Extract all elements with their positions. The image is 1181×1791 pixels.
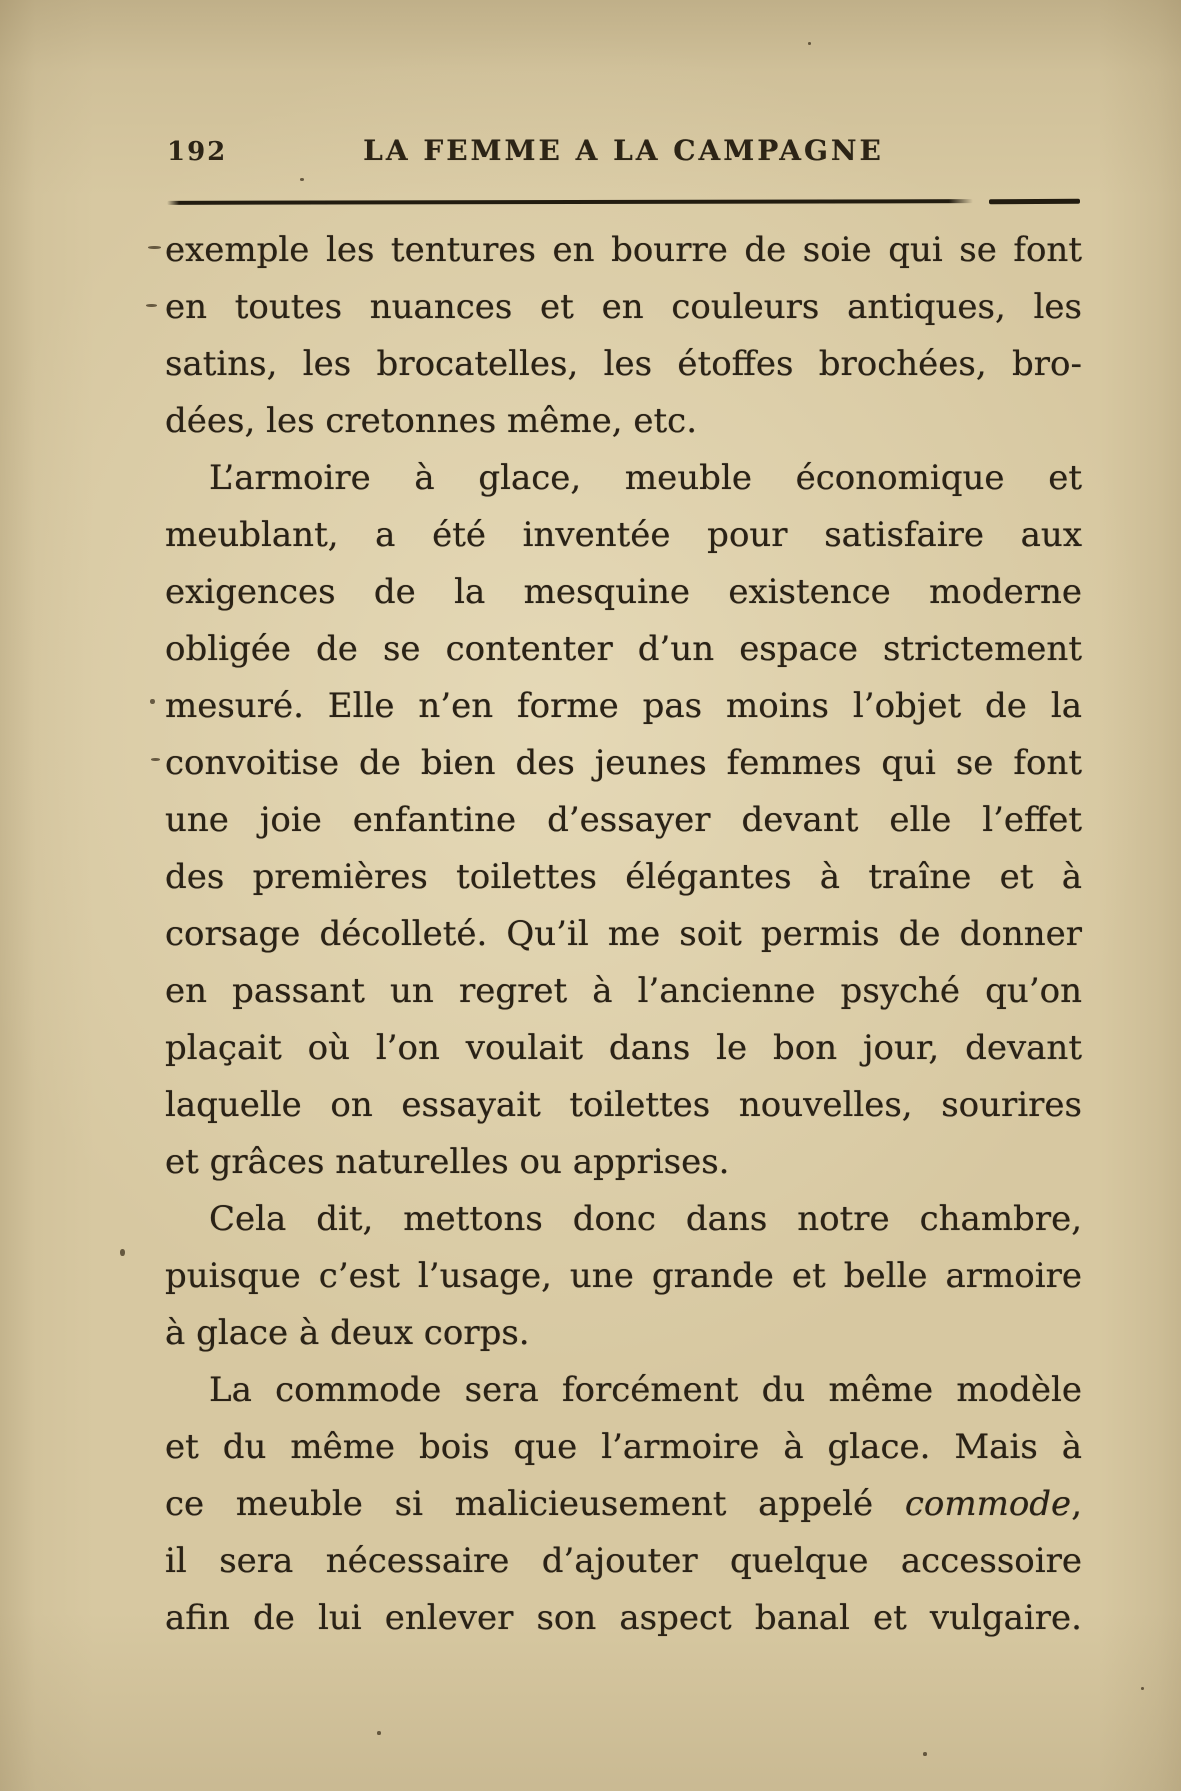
ink-speck	[151, 758, 160, 761]
header-rule	[167, 197, 1080, 205]
text-segment: corsage décolleté. Qu’il me soit permis de donner	[165, 914, 1082, 954]
page-header	[165, 134, 1082, 174]
ink-speck	[150, 699, 155, 704]
page-body-text	[165, 222, 1082, 1647]
text-segment: La commode sera forcément du même modèle	[209, 1370, 1082, 1410]
text-segment: obligée de se contenter d’un espace strictement	[165, 629, 1082, 669]
italic-text-segment: commode	[904, 1484, 1072, 1524]
text-line	[165, 279, 1082, 336]
text-line	[165, 678, 1082, 735]
header-rule-main-segment	[167, 199, 973, 204]
text-line	[165, 1077, 1082, 1134]
text-segment: puisque c’est l’usage, une grande et belle armoire	[165, 1256, 1082, 1296]
text-line	[165, 1419, 1082, 1476]
text-segment: ce meuble si malicieusement appelé	[165, 1484, 905, 1524]
text-line	[165, 849, 1082, 906]
text-line	[165, 1590, 1082, 1647]
ink-speck	[808, 42, 811, 45]
text-line	[165, 1020, 1082, 1077]
ink-speck	[120, 1249, 125, 1256]
text-segment: il sera nécessaire d’ajouter quelque accessoire	[165, 1541, 1082, 1581]
ink-speck	[148, 246, 161, 249]
text-segment: mesuré. Elle n’en forme pas moins l’objet de la	[165, 686, 1082, 726]
text-line	[165, 507, 1082, 564]
text-line	[165, 222, 1082, 279]
text-segment: et du même bois que l’armoire à glace. Mais à	[165, 1427, 1082, 1467]
text-line	[165, 1533, 1082, 1590]
text-line	[165, 1305, 1082, 1362]
text-line	[165, 1191, 1082, 1248]
text-segment: Cela dit, mettons donc dans notre chambre,	[209, 1199, 1082, 1239]
ink-speck	[146, 304, 157, 307]
text-line	[165, 450, 1082, 507]
text-line	[165, 621, 1082, 678]
text-segment: meublant, a été inventée pour satisfaire aux	[165, 515, 1082, 555]
text-line	[165, 1362, 1082, 1419]
header-rule-end-segment	[989, 199, 1080, 204]
text-segment: ,	[1071, 1484, 1082, 1524]
text-segment: à glace à deux corps.	[165, 1313, 530, 1353]
text-segment: exigences de la mesquine existence moderne	[165, 572, 1082, 612]
ink-speck	[923, 1752, 927, 1756]
text-segment: en passant un regret à l’ancienne psyché qu’on	[165, 971, 1082, 1011]
page-number: 192	[167, 137, 228, 167]
text-line	[165, 735, 1082, 792]
text-segment: exemple les tentures en bourre de soie qui se font	[165, 230, 1082, 270]
ink-speck	[300, 178, 304, 181]
text-line	[165, 1134, 1082, 1191]
text-segment: laquelle on essayait toilettes nouvelles, sourires	[165, 1085, 1082, 1125]
text-segment: convoitise de bien des jeunes femmes qui se font	[165, 743, 1082, 783]
text-line	[165, 1248, 1082, 1305]
text-line	[165, 906, 1082, 963]
text-segment: une joie enfantine d’essayer devant elle l’effet	[165, 800, 1082, 840]
text-segment: L’armoire à glace, meuble économique et	[209, 458, 1082, 498]
text-segment: dées, les cretonnes même, etc.	[165, 401, 698, 441]
running-title: LA FEMME A LA CAMPAGNE	[363, 134, 884, 167]
text-line	[165, 963, 1082, 1020]
ink-speck	[377, 1731, 381, 1735]
text-line	[165, 792, 1082, 849]
text-segment: et grâces naturelles ou apprises.	[165, 1142, 730, 1182]
text-line	[165, 393, 1082, 450]
text-segment: en toutes nuances et en couleurs antiques, les	[165, 287, 1082, 327]
ink-speck	[1141, 1687, 1144, 1690]
text-line	[165, 1476, 1082, 1533]
text-segment: satins, les brocatelles, les étoffes brochées, bro-	[165, 344, 1082, 384]
text-line	[165, 336, 1082, 393]
text-segment: des premières toilettes élégantes à traîne et à	[165, 857, 1082, 897]
text-line	[165, 564, 1082, 621]
text-segment: plaçait où l’on voulait dans le bon jour, devant	[165, 1028, 1082, 1068]
text-segment: afin de lui enlever son aspect banal et vulgaire.	[165, 1598, 1082, 1638]
